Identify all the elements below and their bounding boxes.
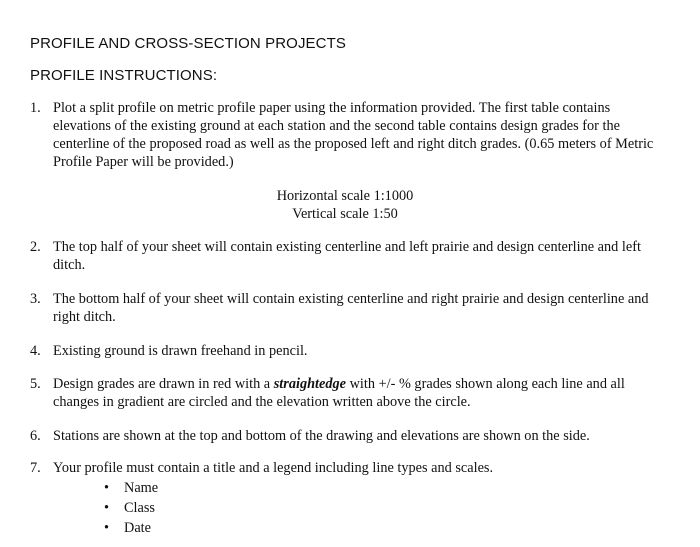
bullet-text: Name bbox=[124, 480, 159, 496]
instruction-item-6 bbox=[30, 427, 655, 445]
item-text: Stations are shown at the top and bottom of the drawing and elevations are shown on the side. bbox=[53, 428, 590, 444]
item-number: 4. bbox=[30, 343, 41, 359]
item-text: The bottom half of your sheet will contain existing centerline and right prairie and design centerline and right ditch. bbox=[53, 291, 649, 325]
item-number: 2. bbox=[30, 239, 41, 255]
page-title: PROFILE AND CROSS-SECTION PROJECTS bbox=[30, 35, 346, 52]
instruction-item-2 bbox=[30, 238, 655, 274]
item-number: 5. bbox=[30, 376, 41, 392]
instruction-item-7 bbox=[30, 459, 655, 477]
section-heading: PROFILE INSTRUCTIONS: bbox=[30, 67, 218, 84]
item-number: 1. bbox=[30, 100, 41, 116]
instruction-item-3 bbox=[30, 290, 655, 326]
instruction-item-5 bbox=[30, 375, 655, 411]
bullet-icon: • bbox=[104, 520, 110, 536]
item-text: Your profile must contain a title and a legend including line types and scales. bbox=[53, 460, 494, 476]
item-text: Plot a split profile on metric profile paper using the information provided. The first table contains elevations of the existing ground at each station and the second table contains design grades for the centerline of the proposed road as well as the proposed left and right ditch grades. (0.65 meters of Metric Profile Paper will be provided.) bbox=[53, 100, 654, 170]
item-text: The top half of your sheet will contain existing centerline and left prairie and design centerline and left ditch. bbox=[53, 239, 641, 273]
item-text: Existing ground is drawn freehand in pencil. bbox=[53, 343, 308, 359]
item-number: 7. bbox=[30, 460, 41, 476]
bullet-text: Date bbox=[124, 520, 151, 536]
item-text-start: Design grades are drawn in red with a bbox=[53, 376, 274, 392]
vertical-scale: Vertical scale 1:50 bbox=[292, 206, 398, 222]
item-number: 3. bbox=[30, 291, 41, 307]
bullet-text: Class bbox=[124, 500, 155, 516]
item-number: 6. bbox=[30, 428, 41, 444]
scale-block bbox=[0, 187, 700, 223]
item-text bbox=[53, 375, 655, 411]
bullet-icon: • bbox=[104, 500, 110, 516]
horizontal-scale: Horizontal scale 1:1000 bbox=[276, 188, 414, 204]
bullet-icon: • bbox=[104, 480, 110, 496]
instruction-item-1 bbox=[30, 99, 655, 171]
item-text-end: with +/- % grades shown along each line and all changes in gradient are circled and the elevation written above the circle. bbox=[53, 376, 625, 410]
instruction-item-4 bbox=[30, 342, 655, 360]
item-text-emphasis: straightedge bbox=[273, 376, 347, 392]
